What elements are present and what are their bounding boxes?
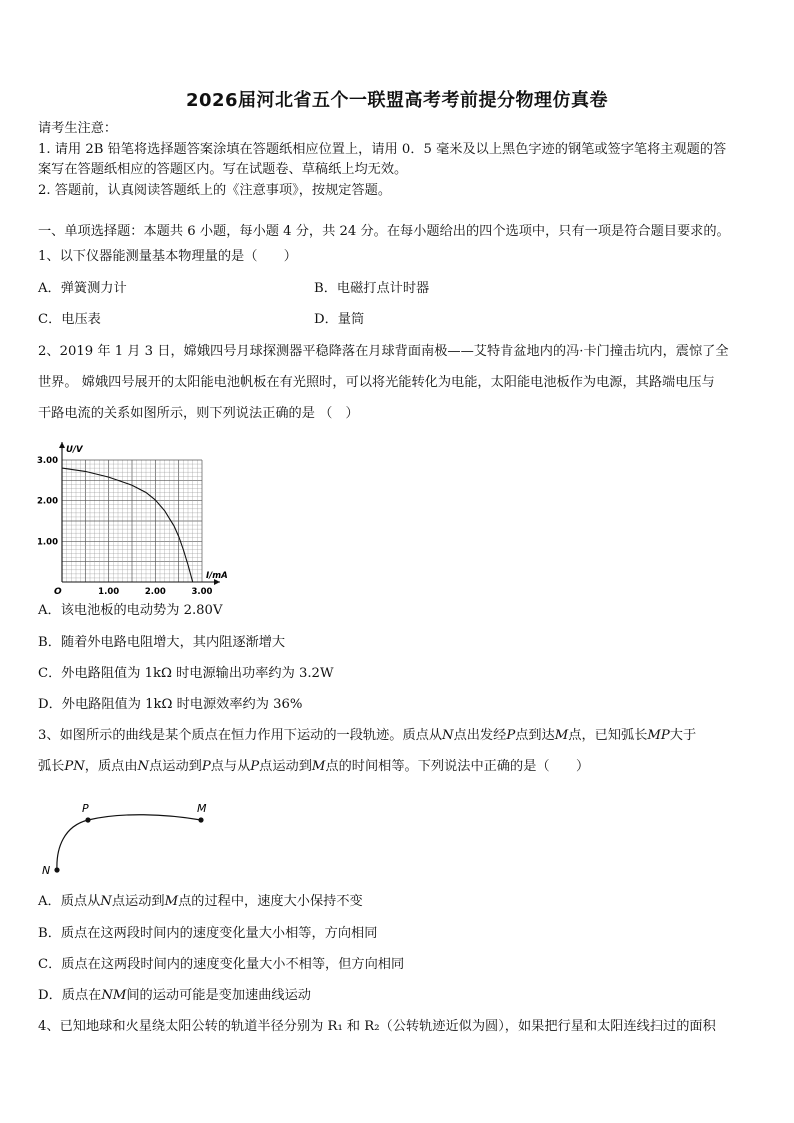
y-axis-label: U/V [66, 445, 83, 455]
q3-a-text: 点运动到 [111, 894, 165, 909]
q3-text: 点的时间相等。下列说法中正确的是（ ） [325, 759, 590, 774]
notice-header: 请考生注意： [38, 121, 118, 136]
trajectory-figure [36, 800, 216, 882]
trajectory-curve [57, 815, 201, 870]
ui-chart [30, 432, 230, 598]
q2-option-c: C．外电路阻值为 1kΩ 时电源输出功率约为 3.2W [38, 666, 334, 681]
y-tick-label: 1.00 [37, 537, 58, 548]
q3-option-d [38, 986, 311, 1006]
point-n [54, 867, 59, 872]
x-tick-label: 1.00 [98, 587, 120, 597]
var-n: N [100, 894, 112, 909]
q1-stem: 1、以下仪器能测量基本物理量的是（ ） [38, 249, 297, 264]
label-m: M [197, 802, 207, 815]
q3-text: ，质点由 [84, 759, 138, 774]
q2-stem-line3: 干路电流的关系如图所示，则下列说法正确的是 （ ） [38, 406, 359, 421]
var-m: M [164, 894, 179, 909]
q3-text: 3、如图所示的曲线是某个质点在恒力作用下运动的一段轨迹。质点从 [38, 728, 443, 743]
page-title: 2026届河北省五个一联盟高考考前提分物理仿真卷 [185, 90, 609, 111]
q2-stem-line1: 2、2019 年 1 月 3 日，嫦娥四号月球探测器平稳降落在月球背面南极——艾特肯盆地内的冯·卡门撞击坑内，震惊了全 [38, 344, 729, 359]
q3-text: 点出发经 [453, 728, 507, 743]
var-nm: NM [101, 988, 127, 1003]
q1-option-d: D．量筒 [314, 312, 365, 327]
var-mp: MP [647, 728, 670, 743]
q3-option-b: B．质点在这两段时间内的速度变化量大小相等，方向相同 [38, 926, 378, 941]
x-tick-label: 2.00 [144, 587, 166, 597]
point-m [198, 817, 203, 822]
x-axis-label: I/mA [206, 571, 228, 581]
q3-text: 点，已知弧长 [568, 728, 648, 743]
notice-item-2: 2. 答题前，认真阅读答题纸上的《注意事项》，按规定答题。 [38, 183, 392, 198]
var-p: P [250, 759, 260, 774]
var-m: M [311, 759, 326, 774]
q3-text: 点运动到 [259, 759, 312, 774]
var-n: N [442, 728, 454, 743]
q3-text: 弧长 [38, 759, 65, 774]
q1-option-a: A．弹簧测力计 [38, 281, 127, 296]
q3-d-text: D．质点在 [38, 988, 102, 1003]
y-tick-label: 2.00 [37, 496, 58, 507]
var-n: N [137, 759, 150, 774]
q3-option-c: C．质点在这两段时间内的速度变化量大小不相等，但方向相同 [38, 957, 405, 972]
q3-text: 大于 [669, 728, 697, 743]
q1-option-c: C．电压表 [38, 312, 101, 327]
q2-option-b: B．随着外电路电阻增大，其内阻逐渐增大 [38, 635, 286, 650]
section-heading: 一、单项选择题：本题共 6 小题，每小题 4 分，共 24 分。在每小题给出的四个选项中，只有一项是符合题目要求的。 [38, 224, 730, 239]
notice-item-1a: 1. 请用 2B 铅笔将选择题答案涂填在答题纸相应位置上，请用 0．5 毫米及以上黑色字迹的钢笔或签字笔将主观题的答 [38, 142, 727, 157]
q2-stem-line2: 世界。 嫦娥四号展开的太阳能电池帆板在有光照时，可以将光能转化为电能，太阳能电池板作为电源，其路端电压与 [38, 375, 715, 390]
label-p: P [82, 802, 89, 815]
q3-text: 点运动到 [149, 759, 202, 774]
q2-option-a: A．该电池板的电动势为 2.80V [38, 603, 223, 618]
q3-d-text: 间的运动可能是变加速曲线运动 [126, 988, 311, 1003]
y-tick-label: 3.00 [37, 456, 58, 466]
x-tick-label: 3.00 [191, 587, 213, 597]
var-p: P [506, 728, 516, 743]
q3-stem-line1 [38, 726, 758, 746]
q3-a-text: A．质点从 [38, 894, 101, 909]
var-m: M [554, 728, 569, 743]
q3-option-a [38, 892, 363, 912]
q2-option-d: D．外电路阻值为 1kΩ 时电源效率约为 36% [38, 697, 303, 712]
y-axis-arrow [59, 442, 65, 448]
origin-label: O [54, 587, 62, 597]
var-p: P [201, 759, 211, 774]
q3-text: 点到达 [515, 728, 555, 743]
notice-item-1b: 案写在答题纸相应的答题区内。写在试题卷、草稿纸上均无效。 [38, 162, 408, 177]
q3-a-text: 点的过程中，速度大小保持不变 [178, 894, 363, 909]
q1-option-b: B．电磁打点计时器 [314, 281, 430, 296]
q3-text: 点与从 [210, 759, 251, 774]
q4-stem-line1: 4、已知地球和火星绕太阳公转的轨道半径分别为 R₁ 和 R₂（公转轨迹近似为圆），如果把行星和太阳连线扫过的面积 [38, 1019, 716, 1034]
label-n: N [42, 864, 51, 877]
q3-stem-line2 [38, 757, 758, 777]
point-p [85, 817, 90, 822]
var-pn: PN [64, 759, 85, 774]
